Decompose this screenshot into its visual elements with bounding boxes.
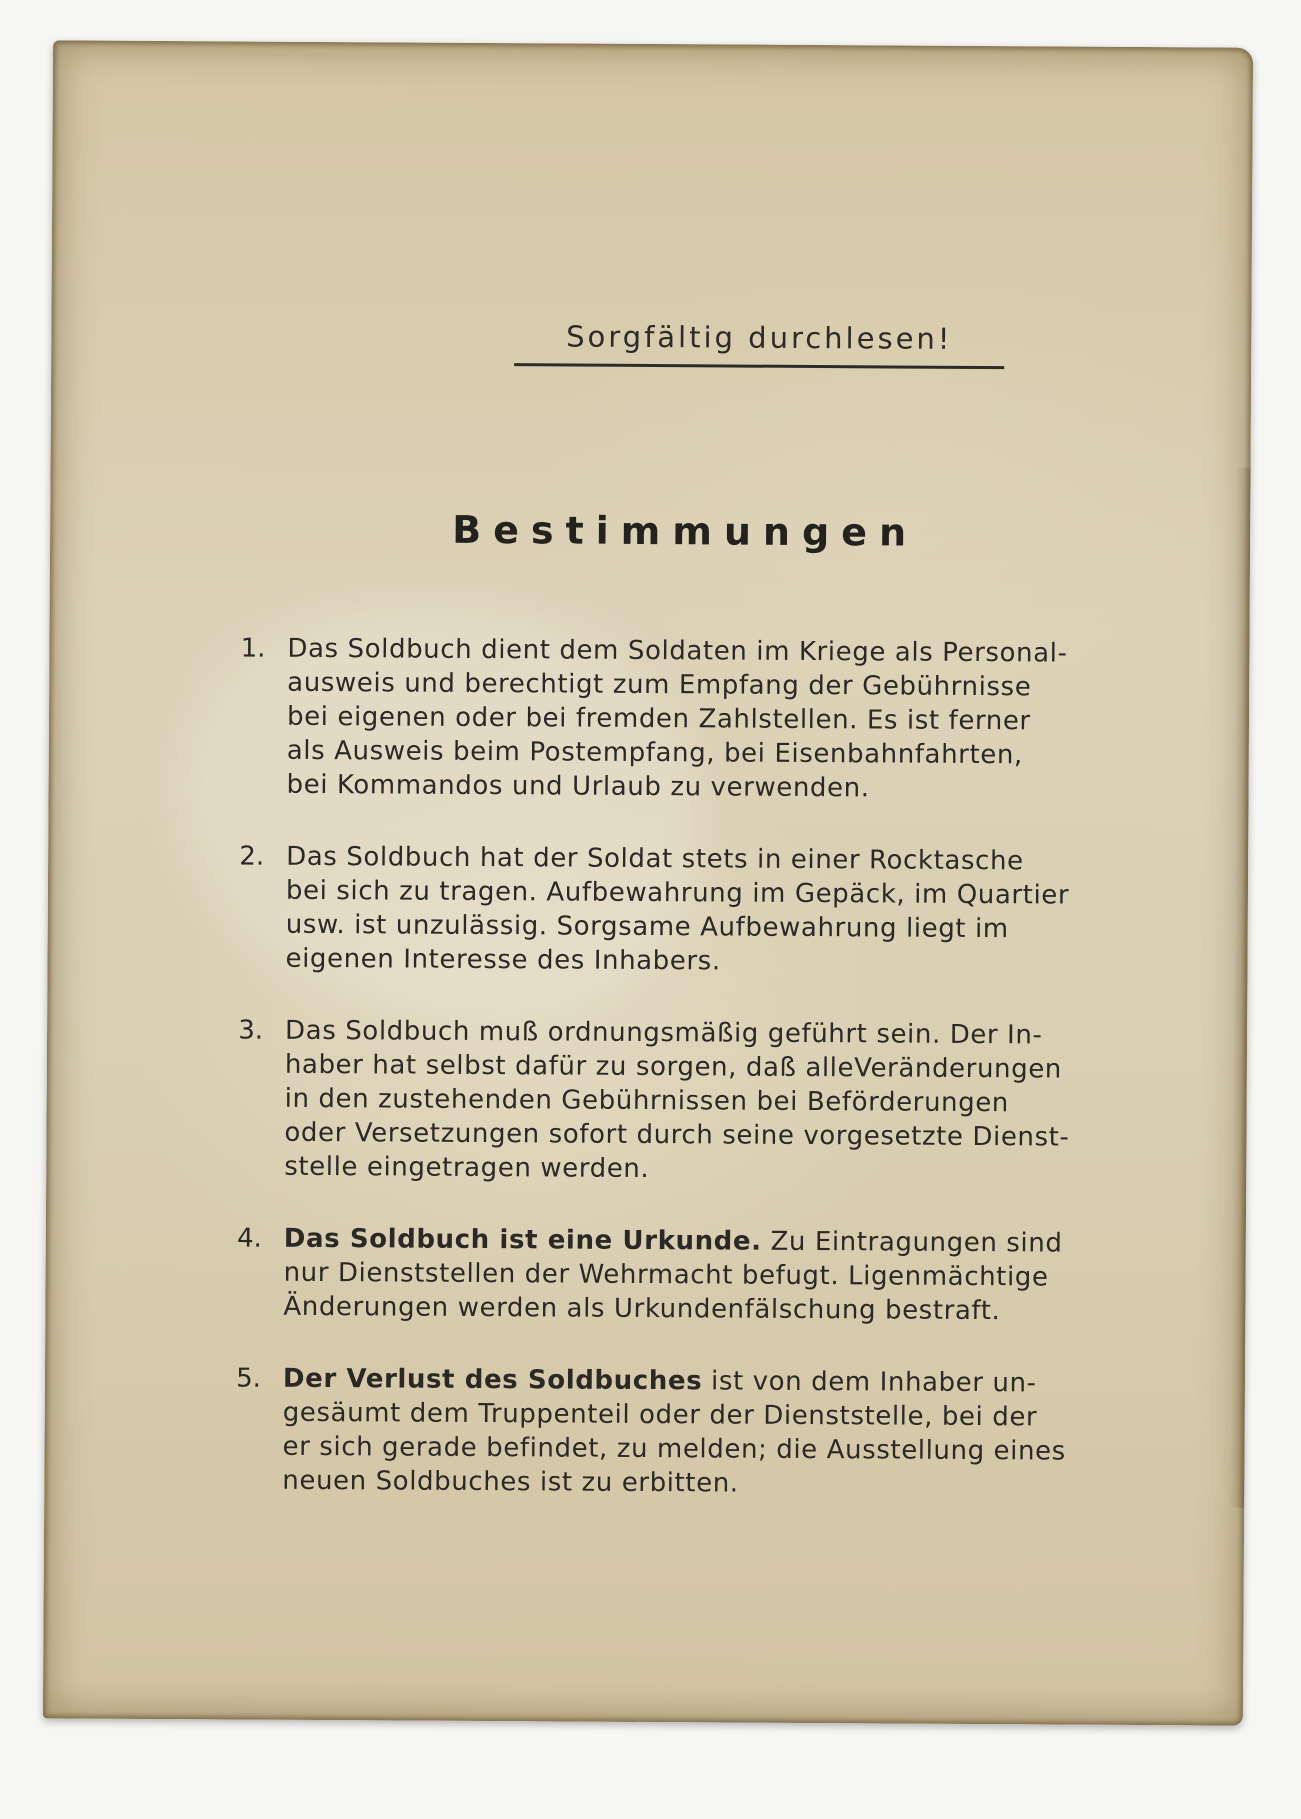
rule-item-1 [198, 631, 1209, 807]
rule-line: eigenen Interesse des Inhabers. [285, 943, 721, 977]
rule-line: bei sich zu tragen. Aufbewahrung im Gepäck, im Quartier [285, 875, 1070, 911]
booklet-page [43, 40, 1253, 1725]
rule-number: 3. [238, 1015, 264, 1046]
rule-line: haber hat selbst dafür zu sorgen, daß alleVeränderungen [284, 1049, 1063, 1085]
page-title: Bestimmungen [452, 507, 919, 555]
rule-line [283, 1362, 1205, 1402]
rule-line: neuen Soldbuches ist zu erbitten. [282, 1465, 739, 1499]
rule-line: bei eigenen oder bei fremden Zahlstellen. Es ist ferner [286, 701, 1031, 737]
rule-line: Das Soldbuch hat der Soldat stets in einer Rocktasche [286, 841, 1024, 877]
rule-bold-lead: Das Soldbuch ist eine Urkunde. [283, 1223, 762, 1257]
rule-text [283, 1222, 1206, 1330]
rule-line-rest: ist von dem Inhaber un- [702, 1366, 1037, 1399]
rule-line: Änderungen werden als Urkundenfälschung bestraft. [283, 1291, 1001, 1327]
rule-number: 4. [236, 1223, 262, 1254]
rule-line: Das Soldbuch dient dem Soldaten im Kriege als Personal- [287, 633, 1068, 669]
rule-line: nur Dienststellen der Wehrmacht befugt. Ligenmächtige [283, 1257, 1049, 1293]
rule-text [286, 632, 1209, 808]
rule-item-4 [195, 1221, 1206, 1329]
rule-text [285, 840, 1208, 982]
rule-item-3 [196, 1013, 1207, 1189]
rule-number: 2. [239, 841, 265, 872]
read-carefully-heading [514, 319, 1004, 369]
read-carefully-text: Sorgfältig durchlesen! [566, 319, 953, 356]
rule-line: usw. ist unzulässig. Sorgsame Aufbewahrung liegt im [285, 909, 1009, 945]
rule-item-5 [194, 1361, 1205, 1503]
rule-line: als Ausweis beim Postempfang, bei Eisenbahnfahrten, [286, 735, 1023, 771]
rule-line: in den zustehenden Gebührnissen bei Beförderungen [284, 1083, 1010, 1119]
rule-line: bei Kommandos und Urlaub zu verwenden. [286, 769, 870, 804]
rule-number: 1. [240, 633, 266, 664]
rule-line: er sich gerade befindet, zu melden; die Ausstellung eines [282, 1431, 1066, 1467]
rule-line-rest: Zu Eintragungen sind [761, 1226, 1063, 1259]
rule-line: gesäumt dem Truppenteil oder der Dienststelle, bei der [282, 1397, 1038, 1433]
rule-line: oder Versetzungen sofort durch seine vorgesetzte Dienst- [284, 1117, 1070, 1153]
rule-number: 5. [236, 1363, 262, 1394]
rule-text [284, 1014, 1207, 1190]
rule-line: stelle eingetragen werden. [284, 1151, 650, 1185]
rule-line: ausweis und berechtigt zum Empfang der Gebührnisse [287, 667, 1032, 703]
rule-item-2 [197, 839, 1208, 981]
rules-list [194, 631, 1210, 1541]
page-edge-shadow [1230, 468, 1250, 1508]
rule-bold-lead: Der Verlust des Soldbuches [282, 1363, 703, 1397]
rule-line: Das Soldbuch muß ordnungsmäßig geführt sein. Der In- [284, 1015, 1043, 1051]
rule-line [284, 1222, 1206, 1262]
rule-text [282, 1362, 1205, 1504]
